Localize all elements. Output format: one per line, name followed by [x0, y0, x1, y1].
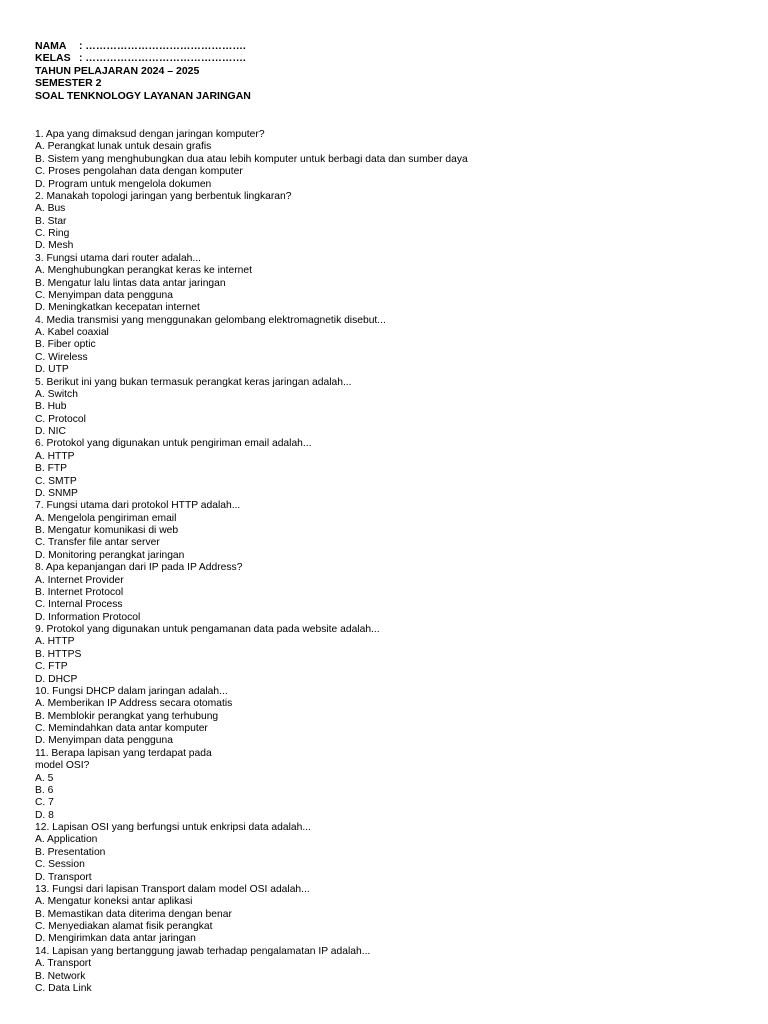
option-line: D. Transport: [35, 871, 92, 883]
option-line: C. Internal Process: [35, 599, 123, 611]
question-line: 2. Manakah topologi jaringan yang berbentuk lingkaran?: [35, 190, 292, 202]
option-line: A. Transport: [35, 958, 92, 970]
spacer: [35, 102, 735, 129]
option-line: C. Memindahkan data antar komputer: [35, 723, 208, 735]
academic-year: TAHUN PELAJARAN 2024 – 2025: [35, 64, 200, 77]
option-line: B. Mengatur lalu lintas data antar jaringan: [35, 277, 226, 289]
kelas-row: [35, 52, 735, 64]
option-line: C. Wireless: [35, 351, 88, 363]
option-line: C. Protocol: [35, 413, 86, 425]
option-line: A. Mengelola pengiriman email: [35, 512, 177, 524]
option-line: D. Program untuk mengelola dokumen: [35, 178, 212, 190]
option-line: B. Hub: [35, 401, 67, 413]
option-line: A. Menghubungkan perangkat keras ke internet: [35, 265, 252, 277]
option-line: C. Transfer file antar server: [35, 537, 160, 549]
option-line: B. Memastikan data diterima dengan benar: [35, 908, 232, 920]
option-line: A. Bus: [35, 203, 66, 215]
question-line: 7. Fungsi utama dari protokol HTTP adalah...: [35, 500, 241, 512]
option-line: D. Monitoring perangkat jaringan: [35, 549, 185, 561]
question-line: 1. Apa yang dimaksud dengan jaringan komputer?: [35, 129, 265, 141]
question-line: 8. Apa kepanjangan dari IP pada IP Address?: [35, 562, 243, 574]
kelas-label: KELAS: [35, 52, 71, 65]
exam-sheet: [35, 40, 735, 995]
question-line: 14. Lapisan yang bertanggung jawab terhadap pengalamatan IP adalah...: [35, 945, 371, 957]
question-line: 11. Berapa lapisan yang terdapat pada: [35, 747, 212, 759]
question-line: 5. Berikut ini yang bukan termasuk perangkat keras jaringan adalah...: [35, 376, 352, 388]
option-line: D. SNMP: [35, 487, 78, 499]
option-line: D. DHCP: [35, 673, 78, 685]
option-line: D. Information Protocol: [35, 611, 141, 623]
question-line: 6. Protokol yang digunakan untuk pengiriman email adalah...: [35, 438, 312, 450]
option-line: B. Star: [35, 215, 67, 227]
option-line: C. FTP: [35, 661, 68, 673]
nama-label: NAMA: [35, 40, 67, 52]
option-line: D. NIC: [35, 426, 66, 438]
question-line: 12. Lapisan OSI yang berfungsi untuk enkripsi data adalah...: [35, 822, 311, 834]
question-line: model OSI?: [35, 760, 90, 772]
question-line: 10. Fungsi DHCP dalam jaringan adalah...: [35, 685, 228, 697]
option-line: C. Menyimpan data pengguna: [35, 289, 173, 301]
option-line: C. Ring: [35, 228, 70, 240]
option-line: C. SMTP: [35, 475, 77, 487]
option-line: B. HTTPS: [35, 648, 82, 660]
option-line: D. Mesh: [35, 240, 74, 252]
option-line: B. 6: [35, 784, 54, 796]
exam-title: SOAL TENKNOLOGY LAYANAN JARINGAN: [35, 89, 251, 102]
option-line: D. Mengirimkan data antar jaringan: [35, 933, 196, 945]
option-line: B. Fiber optic: [35, 339, 96, 351]
nama-field: : ……………………………………….: [79, 40, 246, 52]
option-line: A. Memberikan IP Address secara otomatis: [35, 698, 233, 710]
option-line: D. Menyimpan data pengguna: [35, 735, 173, 747]
option-line: B. Network: [35, 970, 86, 982]
option-line: A. Switch: [35, 388, 78, 400]
option-line: B. Internet Protocol: [35, 586, 124, 598]
nama-row: [35, 40, 735, 52]
option-line: A. Mengatur koneksi antar aplikasi: [35, 896, 193, 908]
option-line: B. FTP: [35, 463, 68, 475]
option-line: C. Session: [35, 859, 85, 871]
option-line: D. 8: [35, 809, 54, 821]
question-line: 3. Fungsi utama dari router adalah...: [35, 252, 201, 264]
kelas-field: : ……………………………………….: [79, 52, 246, 65]
option-line: A. HTTP: [35, 450, 75, 462]
option-line: B. Presentation: [35, 846, 106, 858]
option-line: A. Kabel coaxial: [35, 327, 109, 339]
option-line: A. Perangkat lunak untuk desain grafis: [35, 141, 212, 153]
option-line: C. Proses pengolahan data dengan komputer: [35, 166, 243, 178]
option-line: A. HTTP: [35, 636, 75, 648]
option-line: B. Memblokir perangkat yang terhubung: [35, 710, 219, 722]
semester: SEMESTER 2: [35, 77, 102, 90]
option-line: A. 5: [35, 772, 54, 784]
option-line: B. Sistem yang menghubungkan dua atau lebih komputer untuk berbagi data dan sumber daya: [35, 153, 468, 165]
option-line: C. Data Link: [35, 982, 92, 994]
question-line: 13. Fungsi dari lapisan Transport dalam model OSI adalah...: [35, 883, 310, 895]
question-list: [35, 129, 735, 995]
option-line: C. 7: [35, 797, 54, 809]
option-line: D. UTP: [35, 364, 69, 376]
option-line: B. Mengatur komunikasi di web: [35, 525, 179, 537]
question-line: 9. Protokol yang digunakan untuk pengamanan data pada website adalah...: [35, 624, 380, 636]
option-line: D. Meningkatkan kecepatan internet: [35, 302, 200, 314]
option-line: A. Application: [35, 834, 98, 846]
question-line: 4. Media transmisi yang menggunakan gelombang elektromagnetik disebut...: [35, 314, 386, 326]
option-line: A. Internet Provider: [35, 574, 124, 586]
option-line: C. Menyediakan alamat fisik perangkat: [35, 921, 213, 933]
